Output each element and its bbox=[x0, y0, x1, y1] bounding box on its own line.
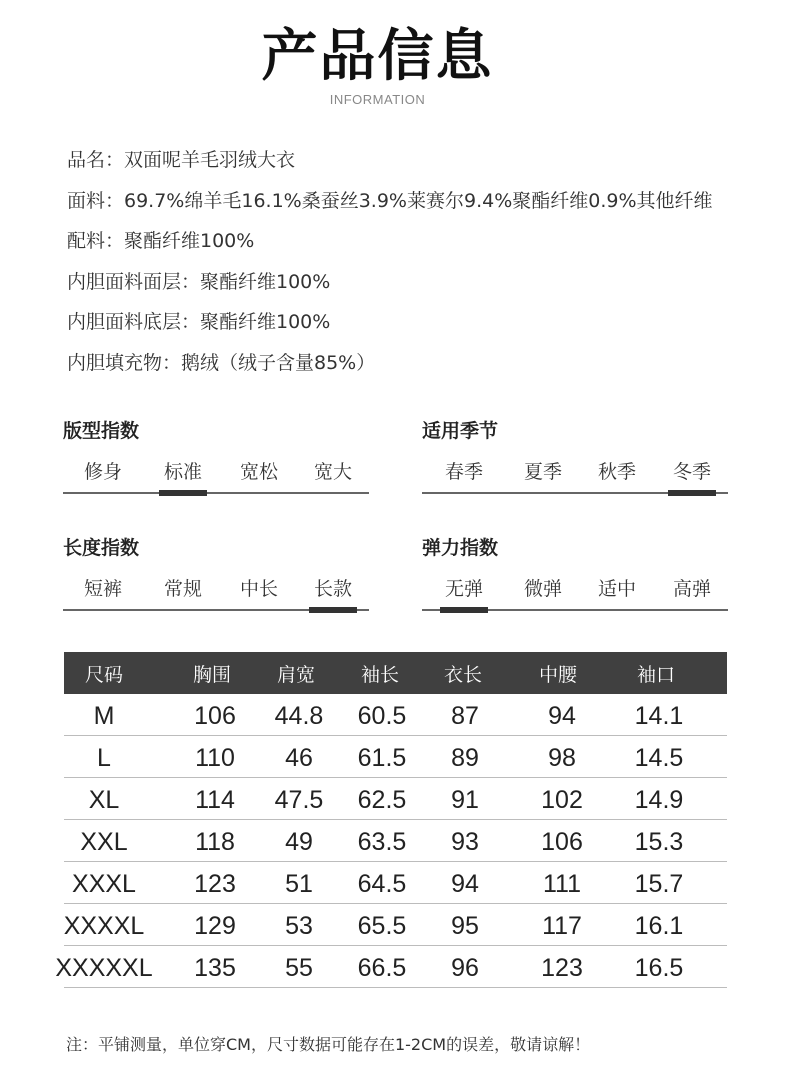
table-row bbox=[64, 862, 727, 904]
column-header: 尺码 bbox=[84, 664, 123, 686]
measurement-cell: 46 bbox=[285, 744, 313, 772]
stretch-option: 高弹 bbox=[672, 578, 711, 600]
length-option: 常规 bbox=[163, 578, 202, 600]
size-table-header bbox=[64, 652, 727, 694]
season-option: 夏季 bbox=[523, 461, 562, 483]
column-header: 袖长 bbox=[360, 664, 399, 686]
season-option: 秋季 bbox=[597, 461, 636, 483]
size-cell: XXL bbox=[80, 828, 128, 856]
length-selected-marker bbox=[309, 607, 357, 613]
fit-option: 标准 bbox=[163, 461, 202, 483]
measurement-cell: 62.5 bbox=[357, 786, 407, 814]
measurement-cell: 114 bbox=[195, 786, 235, 814]
stretch-index-options bbox=[422, 563, 728, 611]
measurement-cell: 93 bbox=[451, 828, 479, 856]
measurement-cell: 44.8 bbox=[274, 702, 324, 730]
info-row-filling: 内胆填充物：鹅绒（绒子含量85%） bbox=[67, 351, 376, 374]
measurement-cell: 94 bbox=[548, 702, 576, 730]
table-row bbox=[64, 904, 727, 946]
measurement-cell: 66.5 bbox=[357, 954, 407, 982]
measurement-cell: 63.5 bbox=[357, 828, 407, 856]
length-index-title: 长度指数 bbox=[63, 537, 140, 559]
info-row-accessory: 配料：聚酯纤维100% bbox=[67, 230, 255, 253]
info-row-lining-top: 内胆面料面层：聚酯纤维100% bbox=[67, 270, 331, 293]
measurement-cell: 117 bbox=[542, 912, 582, 940]
stretch-option: 无弹 bbox=[444, 578, 483, 600]
measurement-cell: 16.1 bbox=[634, 912, 684, 940]
column-header: 袖口 bbox=[636, 664, 675, 686]
fit-index-line bbox=[63, 492, 369, 494]
column-header: 中腰 bbox=[538, 664, 577, 686]
season-option: 冬季 bbox=[672, 461, 711, 483]
season-selected-marker bbox=[668, 490, 716, 496]
product-info-list bbox=[67, 146, 713, 390]
measurement-cell: 106 bbox=[541, 828, 583, 856]
season-index bbox=[422, 416, 728, 494]
measurement-cell: 49 bbox=[285, 828, 313, 856]
measurement-cell: 95 bbox=[451, 912, 479, 940]
measurement-cell: 51 bbox=[285, 870, 313, 898]
measurement-cell: 98 bbox=[548, 744, 576, 772]
info-row-name: 品名：双面呢羊毛羽绒大衣 bbox=[67, 149, 296, 171]
fit-option: 宽松 bbox=[239, 461, 278, 483]
season-index-options bbox=[422, 446, 728, 494]
measurement-cell: 60.5 bbox=[357, 702, 407, 730]
fit-option: 修身 bbox=[83, 461, 122, 483]
length-option: 中长 bbox=[239, 578, 278, 600]
table-row bbox=[64, 736, 727, 778]
season-index-title: 适用季节 bbox=[422, 420, 499, 442]
table-row bbox=[64, 694, 727, 736]
size-table bbox=[55, 652, 727, 988]
measurement-cell: 129 bbox=[194, 912, 236, 940]
fit-option: 宽大 bbox=[313, 461, 352, 483]
stretch-index bbox=[422, 533, 728, 611]
fit-index-title: 版型指数 bbox=[63, 420, 140, 442]
measurement-cell: 65.5 bbox=[357, 912, 407, 940]
measurement-cell: 123 bbox=[541, 954, 583, 982]
measurement-cell: 96 bbox=[451, 954, 479, 982]
measurement-cell: 102 bbox=[541, 786, 583, 814]
measurement-cell: 55 bbox=[285, 954, 313, 982]
table-row bbox=[64, 820, 727, 862]
stretch-option: 适中 bbox=[597, 578, 636, 600]
measurement-cell: 111 bbox=[542, 870, 581, 898]
measurement-cell: 15.7 bbox=[634, 870, 684, 898]
measurement-cell: 94 bbox=[451, 870, 479, 898]
length-index bbox=[63, 533, 369, 611]
measurement-cell: 53 bbox=[285, 912, 313, 940]
measurement-cell: 64.5 bbox=[357, 870, 407, 898]
stretch-option: 微弹 bbox=[523, 578, 562, 600]
fit-index-options bbox=[63, 446, 369, 494]
size-cell: XXXXXL bbox=[55, 954, 153, 982]
measurement-cell: 110 bbox=[195, 744, 235, 772]
measurement-cell: 16.5 bbox=[634, 954, 684, 982]
size-cell: XL bbox=[88, 786, 120, 814]
column-header: 衣长 bbox=[443, 664, 482, 686]
measurement-note: 注：平铺测量，单位穿CM，尺寸数据可能存在1-2CM的误差，敬请谅解！ bbox=[66, 1035, 591, 1054]
page-subtitle: INFORMATION bbox=[329, 92, 426, 107]
measurement-cell: 15.3 bbox=[634, 828, 684, 856]
size-cell: M bbox=[93, 702, 115, 730]
measurement-cell: 135 bbox=[194, 954, 236, 982]
size-cell: L bbox=[97, 744, 111, 772]
measurement-cell: 118 bbox=[195, 828, 235, 856]
stretch-selected-marker bbox=[440, 607, 488, 613]
size-cell: XXXXL bbox=[63, 912, 145, 940]
fit-index bbox=[63, 416, 369, 494]
info-row-fabric: 面料：69.7%绵羊毛16.1%桑蚕丝3.9%莱赛尔9.4%聚酯纤维0.9%其他纤维 bbox=[67, 189, 713, 212]
measurement-cell: 14.5 bbox=[634, 744, 684, 772]
size-cell: XXXL bbox=[72, 870, 136, 898]
table-row bbox=[55, 946, 727, 988]
length-option: 短裤 bbox=[83, 578, 122, 600]
size-table-body bbox=[55, 694, 727, 988]
info-row-lining-bottom: 内胆面料底层：聚酯纤维100% bbox=[67, 311, 331, 334]
measurement-cell: 87 bbox=[451, 702, 479, 730]
season-option: 春季 bbox=[444, 461, 483, 483]
measurement-cell: 14.1 bbox=[634, 702, 684, 730]
column-header: 胸围 bbox=[192, 664, 231, 686]
measurement-cell: 14.9 bbox=[634, 786, 684, 814]
measurement-cell: 123 bbox=[194, 870, 236, 898]
fit-selected-marker bbox=[159, 490, 207, 496]
stretch-index-title: 弹力指数 bbox=[422, 537, 499, 559]
measurement-cell: 47.5 bbox=[274, 786, 324, 814]
length-option: 长款 bbox=[313, 578, 352, 600]
table-row bbox=[64, 778, 727, 820]
measurement-cell: 89 bbox=[451, 744, 479, 772]
measurement-cell: 91 bbox=[451, 786, 479, 814]
page-title: 产品信息 bbox=[261, 24, 494, 89]
column-header: 肩宽 bbox=[276, 664, 315, 686]
length-index-options bbox=[63, 563, 369, 611]
measurement-cell: 106 bbox=[194, 702, 236, 730]
measurement-cell: 61.5 bbox=[357, 744, 407, 772]
